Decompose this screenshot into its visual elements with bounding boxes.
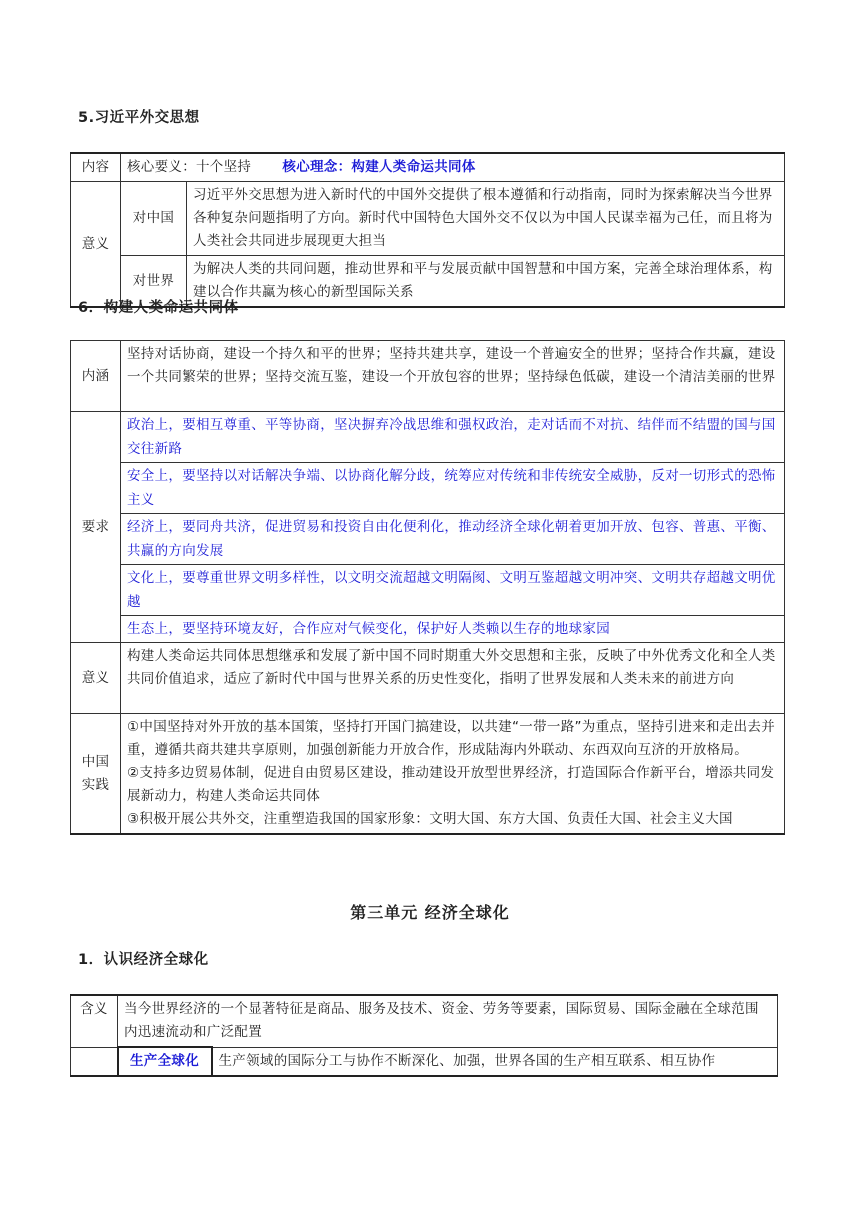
content-cell [121, 153, 785, 182]
section5-table [70, 152, 785, 308]
practice-label-line1: 中国 [81, 753, 110, 770]
meaning-text: 当今世界经济的一个显著特征是商品、服务及技术、资金、劳务等要素，国际贸易、国际金融在全球范围内迅速流动和广泛配置 [118, 995, 778, 1047]
world-label: 对世界 [121, 256, 187, 308]
production-label: 生产全球化 [118, 1047, 212, 1076]
production-empty-cell [71, 1047, 118, 1076]
meaning-label: 含义 [71, 995, 118, 1047]
requirement-security: 安全上，要坚持以对话解决争端、以协商化解分歧，统筹应对传统和非传统安全威胁，反对一切形式的恐怖主义 [121, 463, 784, 514]
connotation-label: 内涵 [71, 341, 121, 412]
section6-table [70, 340, 785, 835]
requirements-cell [121, 412, 785, 643]
practice-point-3: ③积极开展公共外交，注重塑造我国的国家形象：文明大国、东方大国、负责任大国、社会主义大国 [127, 811, 733, 827]
section5-heading: 5.习近平外交思想 [78, 110, 200, 126]
china-label: 对中国 [121, 182, 187, 256]
significance6-text: 构建人类命运共同体思想继承和发展了新中国不同时期重大外交思想和主张，反映了中外优秀文化和全人类共同价值追求，适应了新时代中国与世界关系的历史性变化，指明了世界发展和人类未来的前进方向 [121, 643, 785, 714]
practice-point-1: ①中国坚持对外开放的基本国策，坚持打开国门搞建设，以共建“一带一路”为重点，坚持引进来和走出去并重，遵循共商共建共享原则，加强创新能力开放合作，形成陆海内外联动、东西双向互济的开放格局。 [127, 719, 775, 758]
content-label: 内容 [71, 153, 121, 182]
china-text: 习近平外交思想为进入新时代的中国外交提供了根本遵循和行动指南，同时为探索解决当今世界各种复杂问题指明了方向。新时代中国特色大国外交不仅以为中国人民谋幸福为己任，而且将为人类社会共同进步展现更大担当 [187, 182, 785, 256]
meaning-row [71, 995, 778, 1047]
requirement-politics: 政治上，要相互尊重、平等协商，坚决摒弃冷战思维和强权政治，走对话而不对抗、结伴而不结盟的国与国交往新路 [121, 412, 784, 463]
significance-label: 意义 [71, 182, 121, 308]
practice-text [121, 714, 785, 835]
section6-heading: 6．构建人类命运共同体 [78, 300, 239, 316]
significance6-row [71, 643, 785, 714]
practice-label [71, 714, 121, 835]
production-row [71, 1047, 778, 1076]
practice-point-2: ②支持多边贸易体制，促进自由贸易区建设，推动建设开放型世界经济，打造国际合作新平台，增添共同发展新动力，构建人类命运共同体 [127, 765, 775, 804]
connotation-text: 坚持对话协商，建设一个持久和平的世界；坚持共建共享，建设一个普遍安全的世界；坚持合作共赢，建设一个共同繁荣的世界；坚持交流互鉴，建设一个开放包容的世界；坚持绿色低碳，建设一个清洁美丽的世界 [121, 341, 785, 412]
core-idea: 核心理念：构建人类命运共同体 [282, 159, 476, 175]
world-text: 为解决人类的共同问题，推动世界和平与发展贡献中国智慧和中国方案，完善全球治理体系，构建以合作共赢为核心的新型国际关系 [187, 256, 785, 308]
production-text: 生产领域的国际分工与协作不断深化、加强，世界各国的生产相互联系、相互协作 [212, 1047, 778, 1076]
practice-row [71, 714, 785, 835]
requirements-label: 要求 [71, 412, 121, 643]
requirement-culture: 文化上，要尊重世界文明多样性，以文明交流超越文明隔阂、文明互鉴超越文明冲突、文明共存超越文明优越 [121, 565, 784, 616]
requirements-row [71, 412, 785, 643]
unit3-table [70, 994, 778, 1077]
core-requirement: 核心要义：十个坚持 [127, 159, 252, 175]
significance-china-row [71, 182, 785, 256]
content-row [71, 153, 785, 182]
connotation-row [71, 341, 785, 412]
requirement-economy: 经济上，要同舟共济，促进贸易和投资自由化便利化，推动经济全球化朝着更加开放、包容、普惠、平衡、共赢的方向发展 [121, 514, 784, 565]
unit3-heading: 1．认识经济全球化 [78, 952, 209, 968]
requirement-ecology: 生态上，要坚持环境友好，合作应对气候变化，保护好人类赖以生存的地球家园 [127, 621, 610, 637]
significance6-label: 意义 [71, 643, 121, 714]
unit3-title: 第三单元 经济全球化 [350, 903, 510, 922]
practice-label-line2: 实践 [81, 776, 110, 793]
